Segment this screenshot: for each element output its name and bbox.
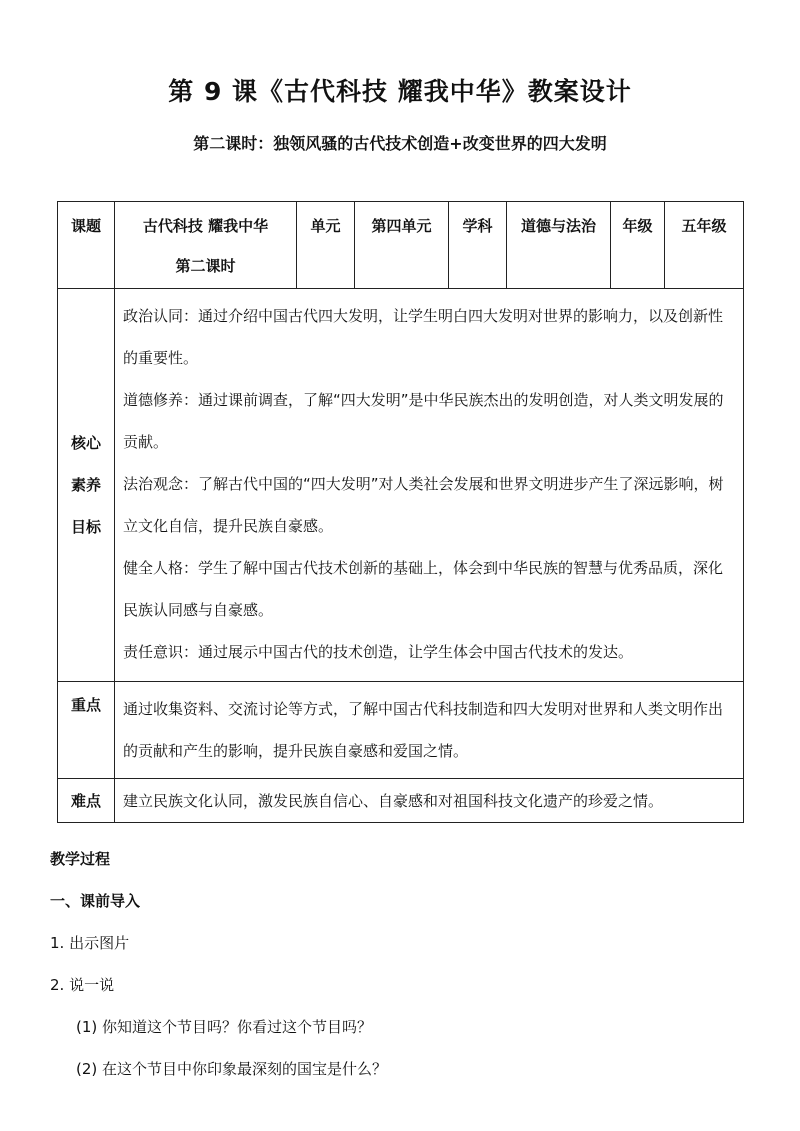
subject-value: 道德与法治 bbox=[507, 202, 611, 289]
question-2: (2) 在这个节目中你印象最深刻的国宝是什么？ bbox=[76, 1060, 388, 1078]
topic-line2: 第二课时 bbox=[175, 257, 236, 275]
core-label-line2: 素养 bbox=[70, 476, 101, 494]
core-label-line3: 目标 bbox=[70, 518, 101, 536]
goal-responsibility: 责任意识：通过展示中国古代的技术创造，让学生体会中国古代技术的发达。 bbox=[123, 643, 634, 661]
topic-label: 课题 bbox=[58, 202, 115, 289]
goal-political: 政治认同：通过介绍中国古代四大发明，让学生明白四大发明对世界的影响力，以及创新性的重要性。 bbox=[123, 307, 724, 367]
core-goals bbox=[115, 289, 744, 682]
process-heading: 教学过程 bbox=[50, 850, 111, 868]
table-row-core bbox=[58, 289, 744, 682]
key-text: 通过收集资料、交流讨论等方式，了解中国古代科技制造和四大发明对世界和人类文明作出的贡献和产生的影响，提升民族自豪感和爱国之情。 bbox=[115, 682, 744, 779]
core-label bbox=[58, 289, 115, 682]
question-1: (1) 你知道这个节目吗？你看过这个节目吗？ bbox=[76, 1018, 373, 1036]
grade-label: 年级 bbox=[611, 202, 665, 289]
document-title: 第 9 课《古代科技 耀我中华》教案设计 bbox=[168, 77, 632, 106]
table-row-difficult bbox=[58, 779, 744, 823]
unit-label: 单元 bbox=[297, 202, 355, 289]
topic-value bbox=[115, 202, 297, 289]
difficult-text: 建立民族文化认同，激发民族自信心、自豪感和对祖国科技文化遗产的珍爱之情。 bbox=[115, 779, 744, 823]
section-heading-intro: 一、课前导入 bbox=[50, 892, 141, 910]
unit-value: 第四单元 bbox=[355, 202, 449, 289]
list-item-show-picture: 1. 出示图片 bbox=[50, 934, 130, 952]
list-item-talk: 2. 说一说 bbox=[50, 976, 115, 994]
lesson-plan-table bbox=[57, 201, 744, 823]
key-label: 重点 bbox=[58, 682, 115, 779]
topic-line1: 古代科技 耀我中华 bbox=[142, 217, 269, 235]
document-subtitle: 第二课时：独领风骚的古代技术创造+改变世界的四大发明 bbox=[193, 134, 607, 153]
core-label-line1: 核心 bbox=[70, 434, 101, 452]
goal-moral: 道德修养：通过课前调查，了解“四大发明”是中华民族杰出的发明创造，对人类文明发展的贡献。 bbox=[123, 391, 724, 451]
table-row-header bbox=[58, 202, 744, 289]
goal-personality: 健全人格：学生了解中国古代技术创新的基础上，体会到中华民族的智慧与优秀品质，深化民族认同感与自豪感。 bbox=[123, 559, 724, 619]
table-row-key bbox=[58, 682, 744, 779]
grade-value: 五年级 bbox=[665, 202, 744, 289]
subject-label: 学科 bbox=[449, 202, 507, 289]
goal-law: 法治观念：了解古代中国的“四大发明”对人类社会发展和世界文明进步产生了深远影响，树立文化自信，提升民族自豪感。 bbox=[123, 475, 724, 535]
difficult-label: 难点 bbox=[58, 779, 115, 823]
